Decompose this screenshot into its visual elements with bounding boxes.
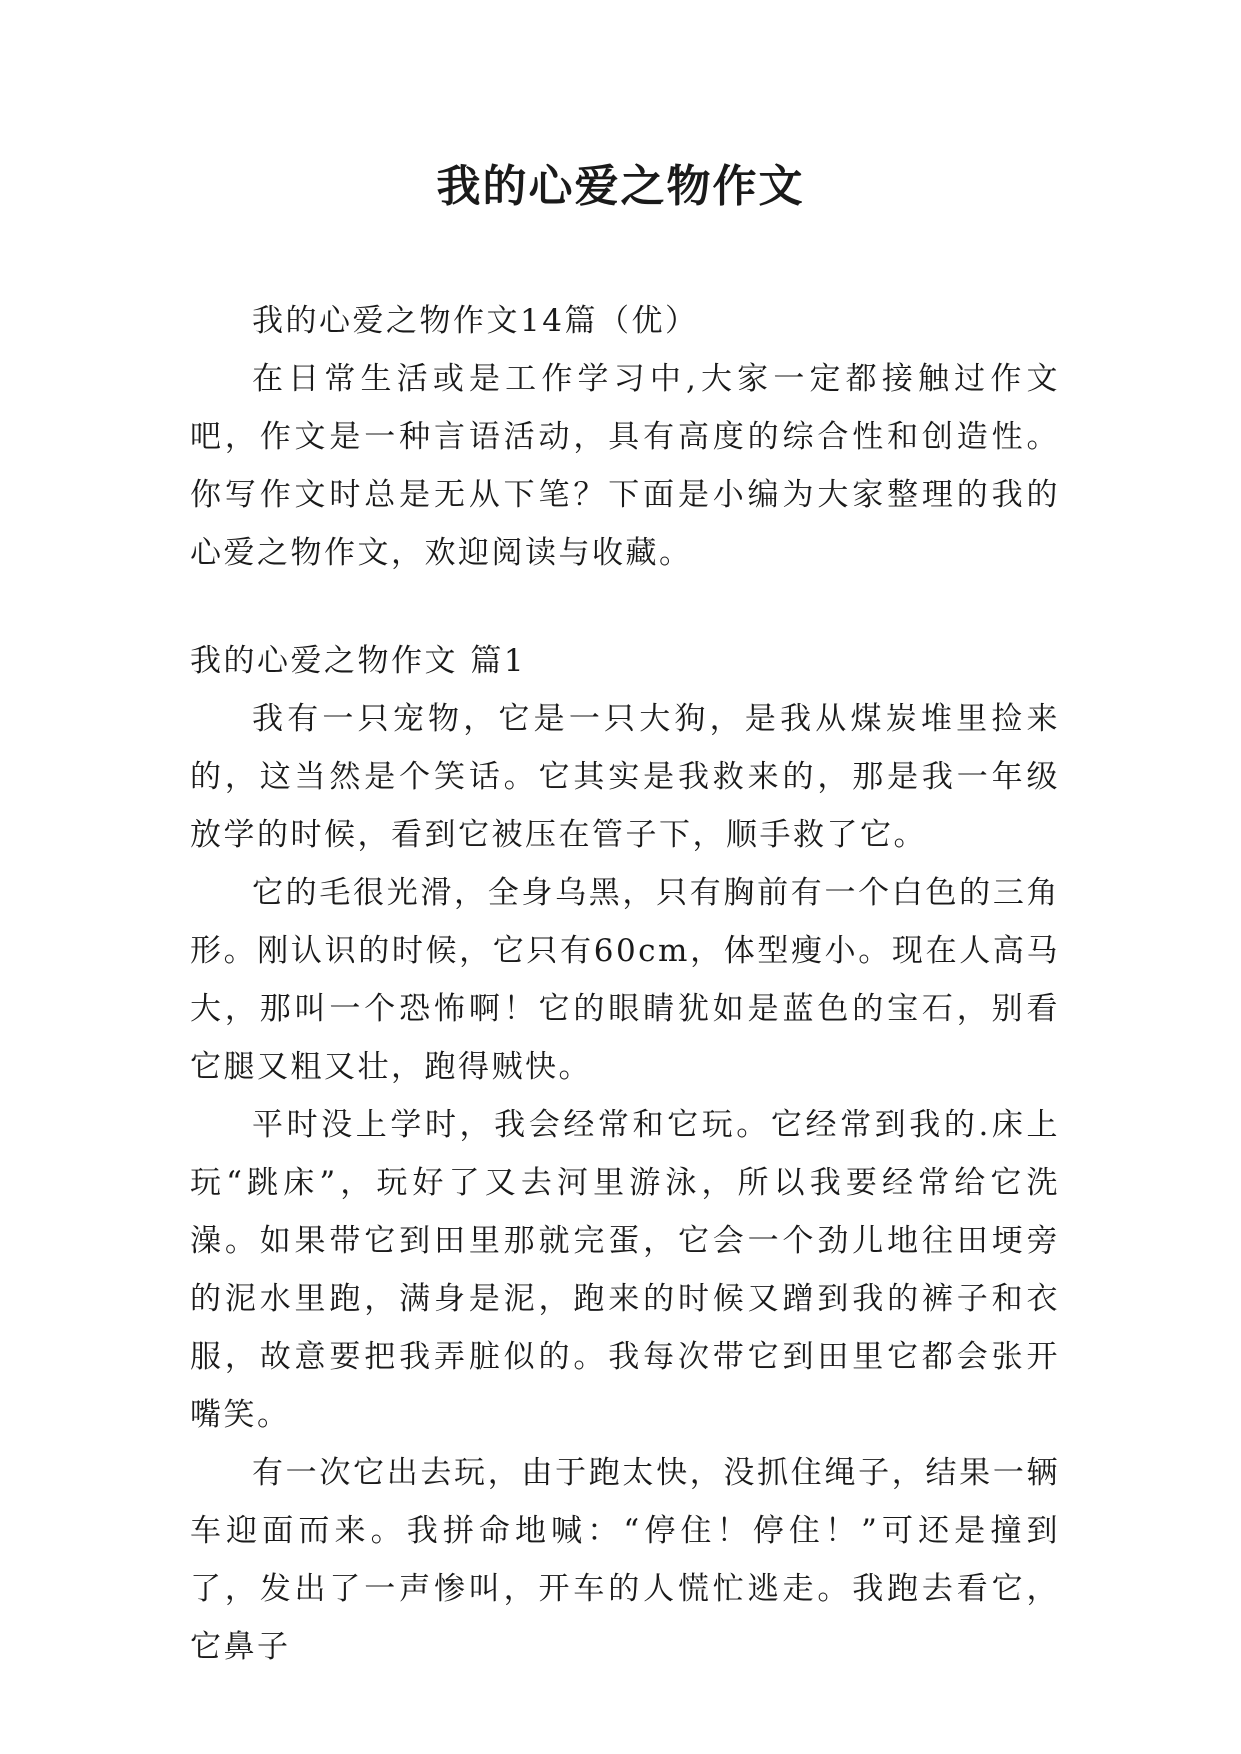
section-heading: 我的心爱之物作文 篇1 [190, 643, 527, 679]
document-body [190, 292, 1060, 1676]
section-paragraph: 它的毛很光滑，全身乌黑，只有胸前有一个白色的三角形。刚认识的时候，它只有60cm，体型瘦小。现在人高马大，那叫一个恐怖啊！它的眼睛犹如是蓝色的宝石，别看它腿又粗又壮，跑得贼快。 [190, 875, 1060, 1085]
document-subtitle: 我的心爱之物作文14篇（优） [252, 303, 699, 339]
section-paragraph: 平时没上学时，我会经常和它玩。它经常到我的.床上玩“跳床”，玩好了又去河里游泳，所以我要经常给它洗澡。如果带它到田里那就完蛋，它会一个劲儿地往田埂旁的泥水里跑，满身是泥，跑来的时候又蹭到我的裤子和衣服，故意要把我弄脏似的。我每次带它到田里它都会张开嘴笑。 [190, 1107, 1060, 1433]
document-title: 我的心爱之物作文 [436, 161, 805, 212]
section-paragraph: 我有一只宠物，它是一只大狗，是我从煤炭堆里捡来的，这当然是个笑话。它其实是我救来的，那是我一年级放学的时候，看到它被压在管子下，顺手救了它。 [190, 701, 1060, 853]
section-paragraph: 有一次它出去玩，由于跑太快，没抓住绳子，结果一辆车迎面而来。我拼命地喊：“停住！停住！”可还是撞到了，发出了一声惨叫，开车的人慌忙逃走。我跑去看它，它鼻子 [190, 1455, 1060, 1665]
intro-paragraph: 在日常生活或是工作学习中,大家一定都接触过作文吧，作文是一种言语活动，具有高度的综合性和创造性。你写作文时总是无从下笔？下面是小编为大家整理的我的心爱之物作文，欢迎阅读与收藏。 [190, 361, 1060, 571]
